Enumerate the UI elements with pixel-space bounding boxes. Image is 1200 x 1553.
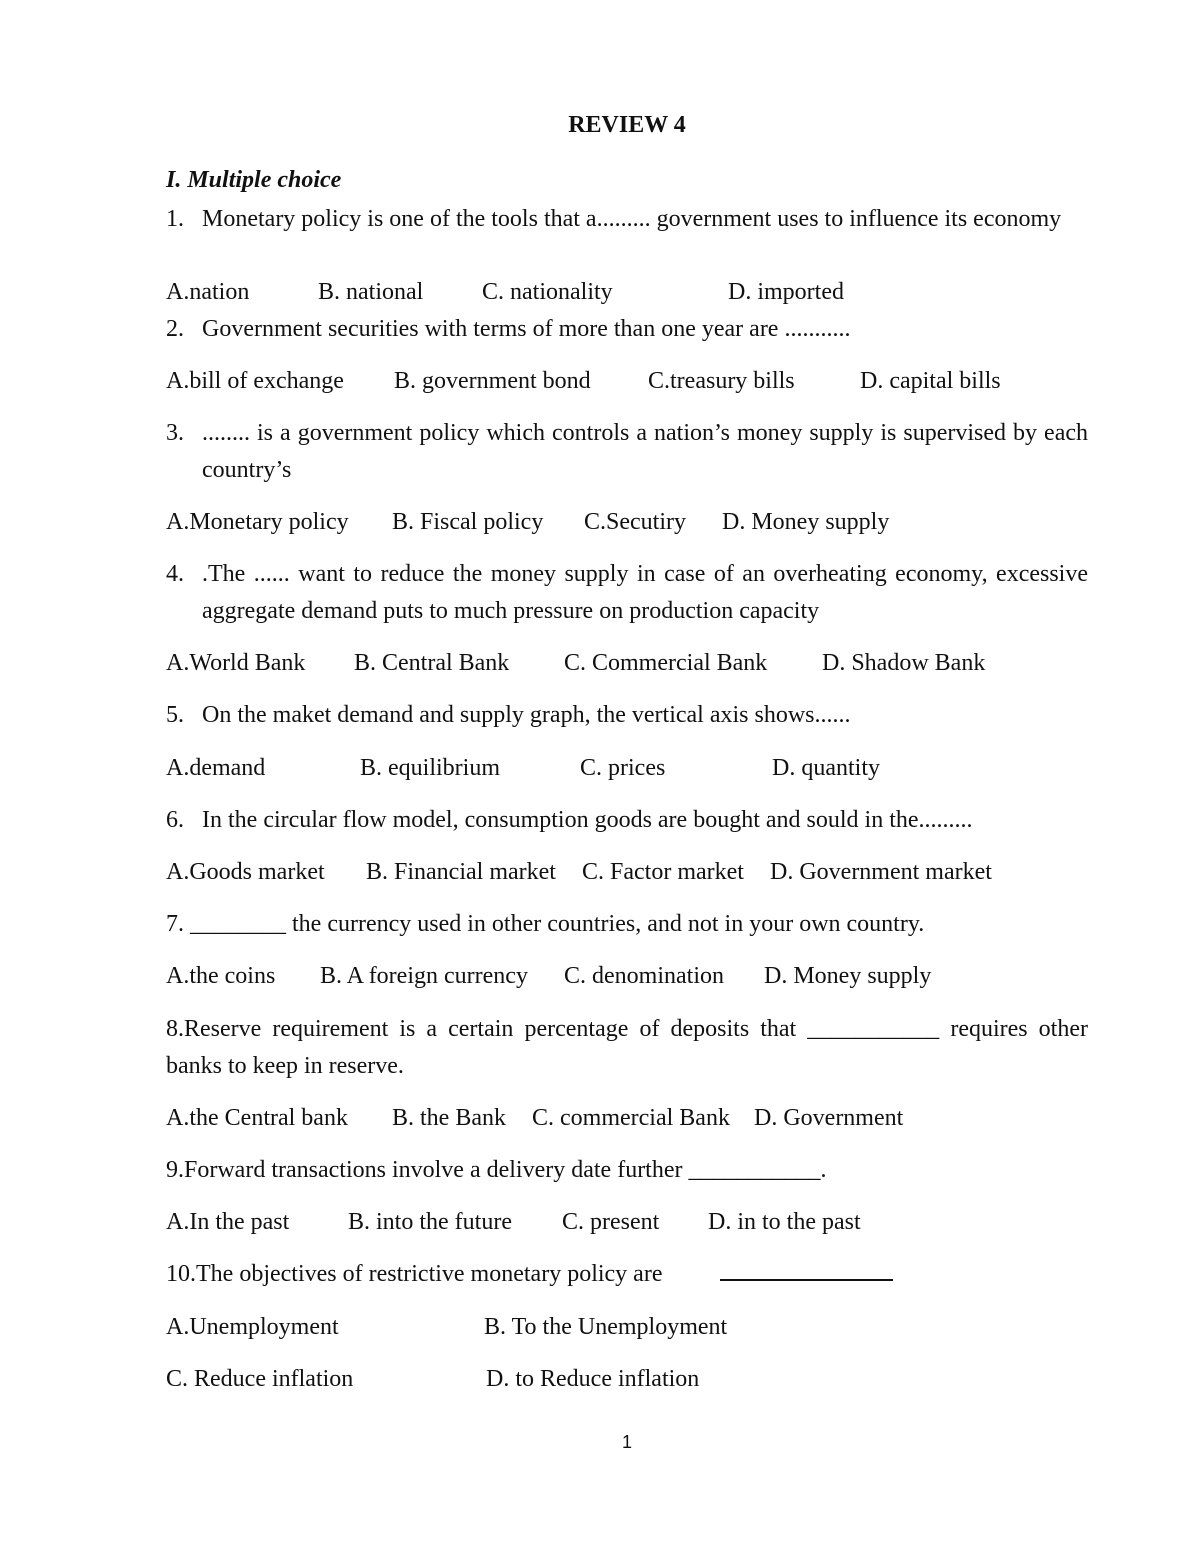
question-text: In the circular flow model, consumption goods are bought and sould in the.........: [202, 807, 973, 833]
question-text: 10.The objectives of restrictive monetary policy are: [166, 1261, 663, 1287]
question-number: 4.: [166, 561, 184, 587]
option-b: B. equilibrium: [360, 755, 500, 781]
option-a: A.World Bank: [166, 650, 306, 676]
question-text: On the maket demand and supply graph, the vertical axis shows......: [202, 702, 851, 728]
option-c: C. prices: [580, 755, 666, 781]
option-d: D. Shadow Bank: [822, 650, 986, 676]
question-text: 8.Reserve requirement is a certain percentage of deposits that ___________ requires other banks to keep in reserve.: [166, 1016, 1088, 1079]
option-b: B. national: [318, 279, 424, 305]
option-b: B. Financial market: [366, 859, 556, 885]
option-c: C. commercial Bank: [532, 1105, 730, 1131]
question-8: [166, 1011, 1088, 1085]
question-number: 7.: [166, 911, 184, 937]
option-c: C. Factor market: [582, 859, 744, 885]
answer-blank-line: [720, 1279, 893, 1281]
option-a: A.the coins: [166, 963, 276, 989]
option-a: A.bill of exchange: [166, 368, 344, 394]
question-9: [166, 1152, 1088, 1189]
option-d: D. quantity: [772, 755, 880, 781]
option-c: C. Reduce inflation: [166, 1366, 354, 1392]
option-d: D. Money supply: [722, 509, 890, 535]
option-a: A.nation: [166, 279, 250, 305]
option-c: C.Secutiry: [584, 509, 686, 535]
option-b: B. the Bank: [392, 1105, 506, 1131]
question-number: 2.: [166, 316, 184, 342]
question-7: [166, 906, 1088, 943]
question-5: [166, 697, 1088, 734]
option-b: B. To the Unemployment: [484, 1314, 728, 1340]
option-d: D. capital bills: [860, 368, 1001, 394]
question-text: Monetary policy is one of the tools that a......... government uses to influence its economy: [202, 206, 1062, 232]
question-text: ........ is a government policy which controls a nation’s money supply is supervised by each country’s: [202, 420, 1088, 483]
page-number: 1: [621, 1432, 632, 1452]
option-d: D. Government market: [770, 859, 992, 885]
option-d: D. imported: [728, 279, 844, 305]
option-c: C. Commercial Bank: [564, 650, 768, 676]
option-a: A.In the past: [166, 1209, 290, 1235]
section-heading: I. Multiple choice: [166, 167, 342, 193]
option-c: C. denomination: [564, 963, 724, 989]
option-b: B. Central Bank: [354, 650, 510, 676]
question-number: 6.: [166, 807, 184, 833]
option-d: D. in to the past: [708, 1209, 861, 1235]
question-number: 1.: [166, 206, 184, 232]
question-text: ________ the currency used in other countries, and not in your own country.: [190, 911, 925, 937]
question-3: [166, 415, 1088, 489]
option-b: B. A foreign currency: [320, 963, 528, 989]
option-d: D. to Reduce inflation: [486, 1366, 700, 1392]
option-d: D. Money supply: [764, 963, 932, 989]
question-number: 3.: [166, 420, 184, 446]
option-d: D. Government: [754, 1105, 904, 1131]
page-title: REVIEW 4: [568, 112, 686, 138]
option-a: A.Monetary policy: [166, 509, 349, 535]
option-c: C. nationality: [482, 279, 613, 305]
question-1: [166, 201, 1088, 238]
question-text: Government securities with terms of more than one year are ...........: [202, 316, 851, 342]
option-b: B. Fiscal policy: [392, 509, 544, 535]
question-4: [166, 556, 1088, 630]
option-a: A.the Central bank: [166, 1105, 348, 1131]
question-text: 9.Forward transactions involve a delivery date further ___________.: [166, 1157, 827, 1183]
option-b: B. government bond: [394, 368, 591, 394]
option-b: B. into the future: [348, 1209, 512, 1235]
question-6: [166, 802, 1088, 839]
question-text: .The ...... want to reduce the money supply in case of an overheating economy, excessive aggregate demand puts to much pressure on production capacity: [202, 561, 1088, 624]
option-a: A.demand: [166, 755, 266, 781]
option-a: A.Goods market: [166, 859, 325, 885]
question-10: [166, 1256, 1088, 1293]
option-c: C.treasury bills: [648, 368, 795, 394]
option-a: A.Unemployment: [166, 1314, 339, 1340]
option-c: C. present: [562, 1209, 660, 1235]
question-2: [166, 311, 1088, 348]
question-number: 5.: [166, 702, 184, 728]
